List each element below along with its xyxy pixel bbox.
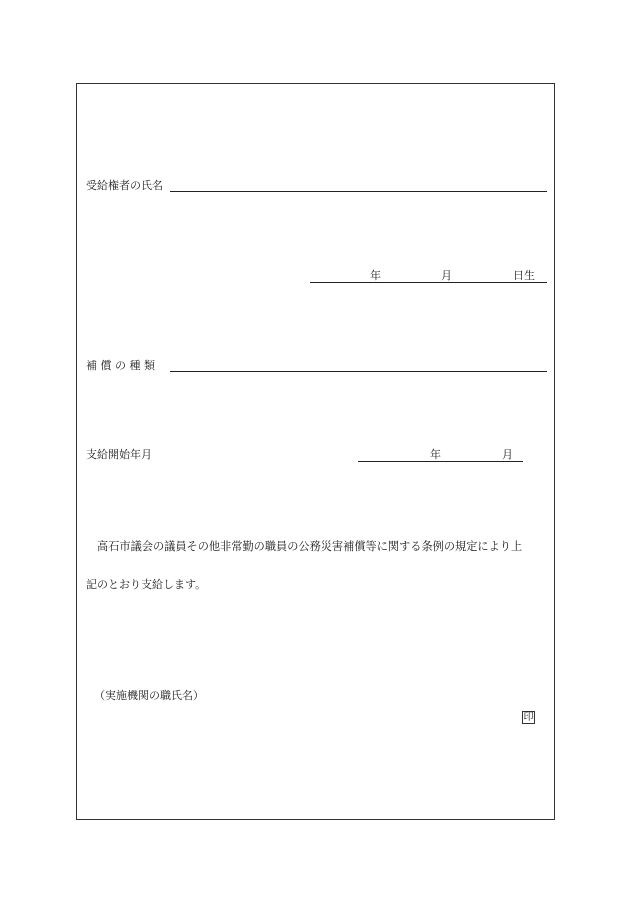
recipient-name-field[interactable] [170,191,547,192]
payment-start-label: 支給開始年月 [86,448,152,461]
seal-icon: 印 [523,712,534,723]
compensation-type-field[interactable] [170,371,547,372]
recipient-name-label: 受給権者の氏名 [86,179,163,192]
agency-official-label: （実施機関の職氏名） [94,689,204,702]
compensation-type-label: 補 償 の 種 類 [86,359,155,372]
statement-line-2: 記のとおり支給します。 [86,578,207,591]
payment-month-label: 月 [502,448,513,461]
payment-year-label: 年 [430,448,441,461]
payment-start-field[interactable] [358,461,523,462]
birth-month-label: 月 [441,269,452,282]
birth-year-label: 年 [370,269,381,282]
birth-day-label: 日生 [513,269,535,282]
statement-line-1: 高石市議会の議員その他非常勤の職員の公務災害補償等に関する条例の規定により上 [97,540,523,553]
birth-date-field[interactable] [310,282,547,283]
